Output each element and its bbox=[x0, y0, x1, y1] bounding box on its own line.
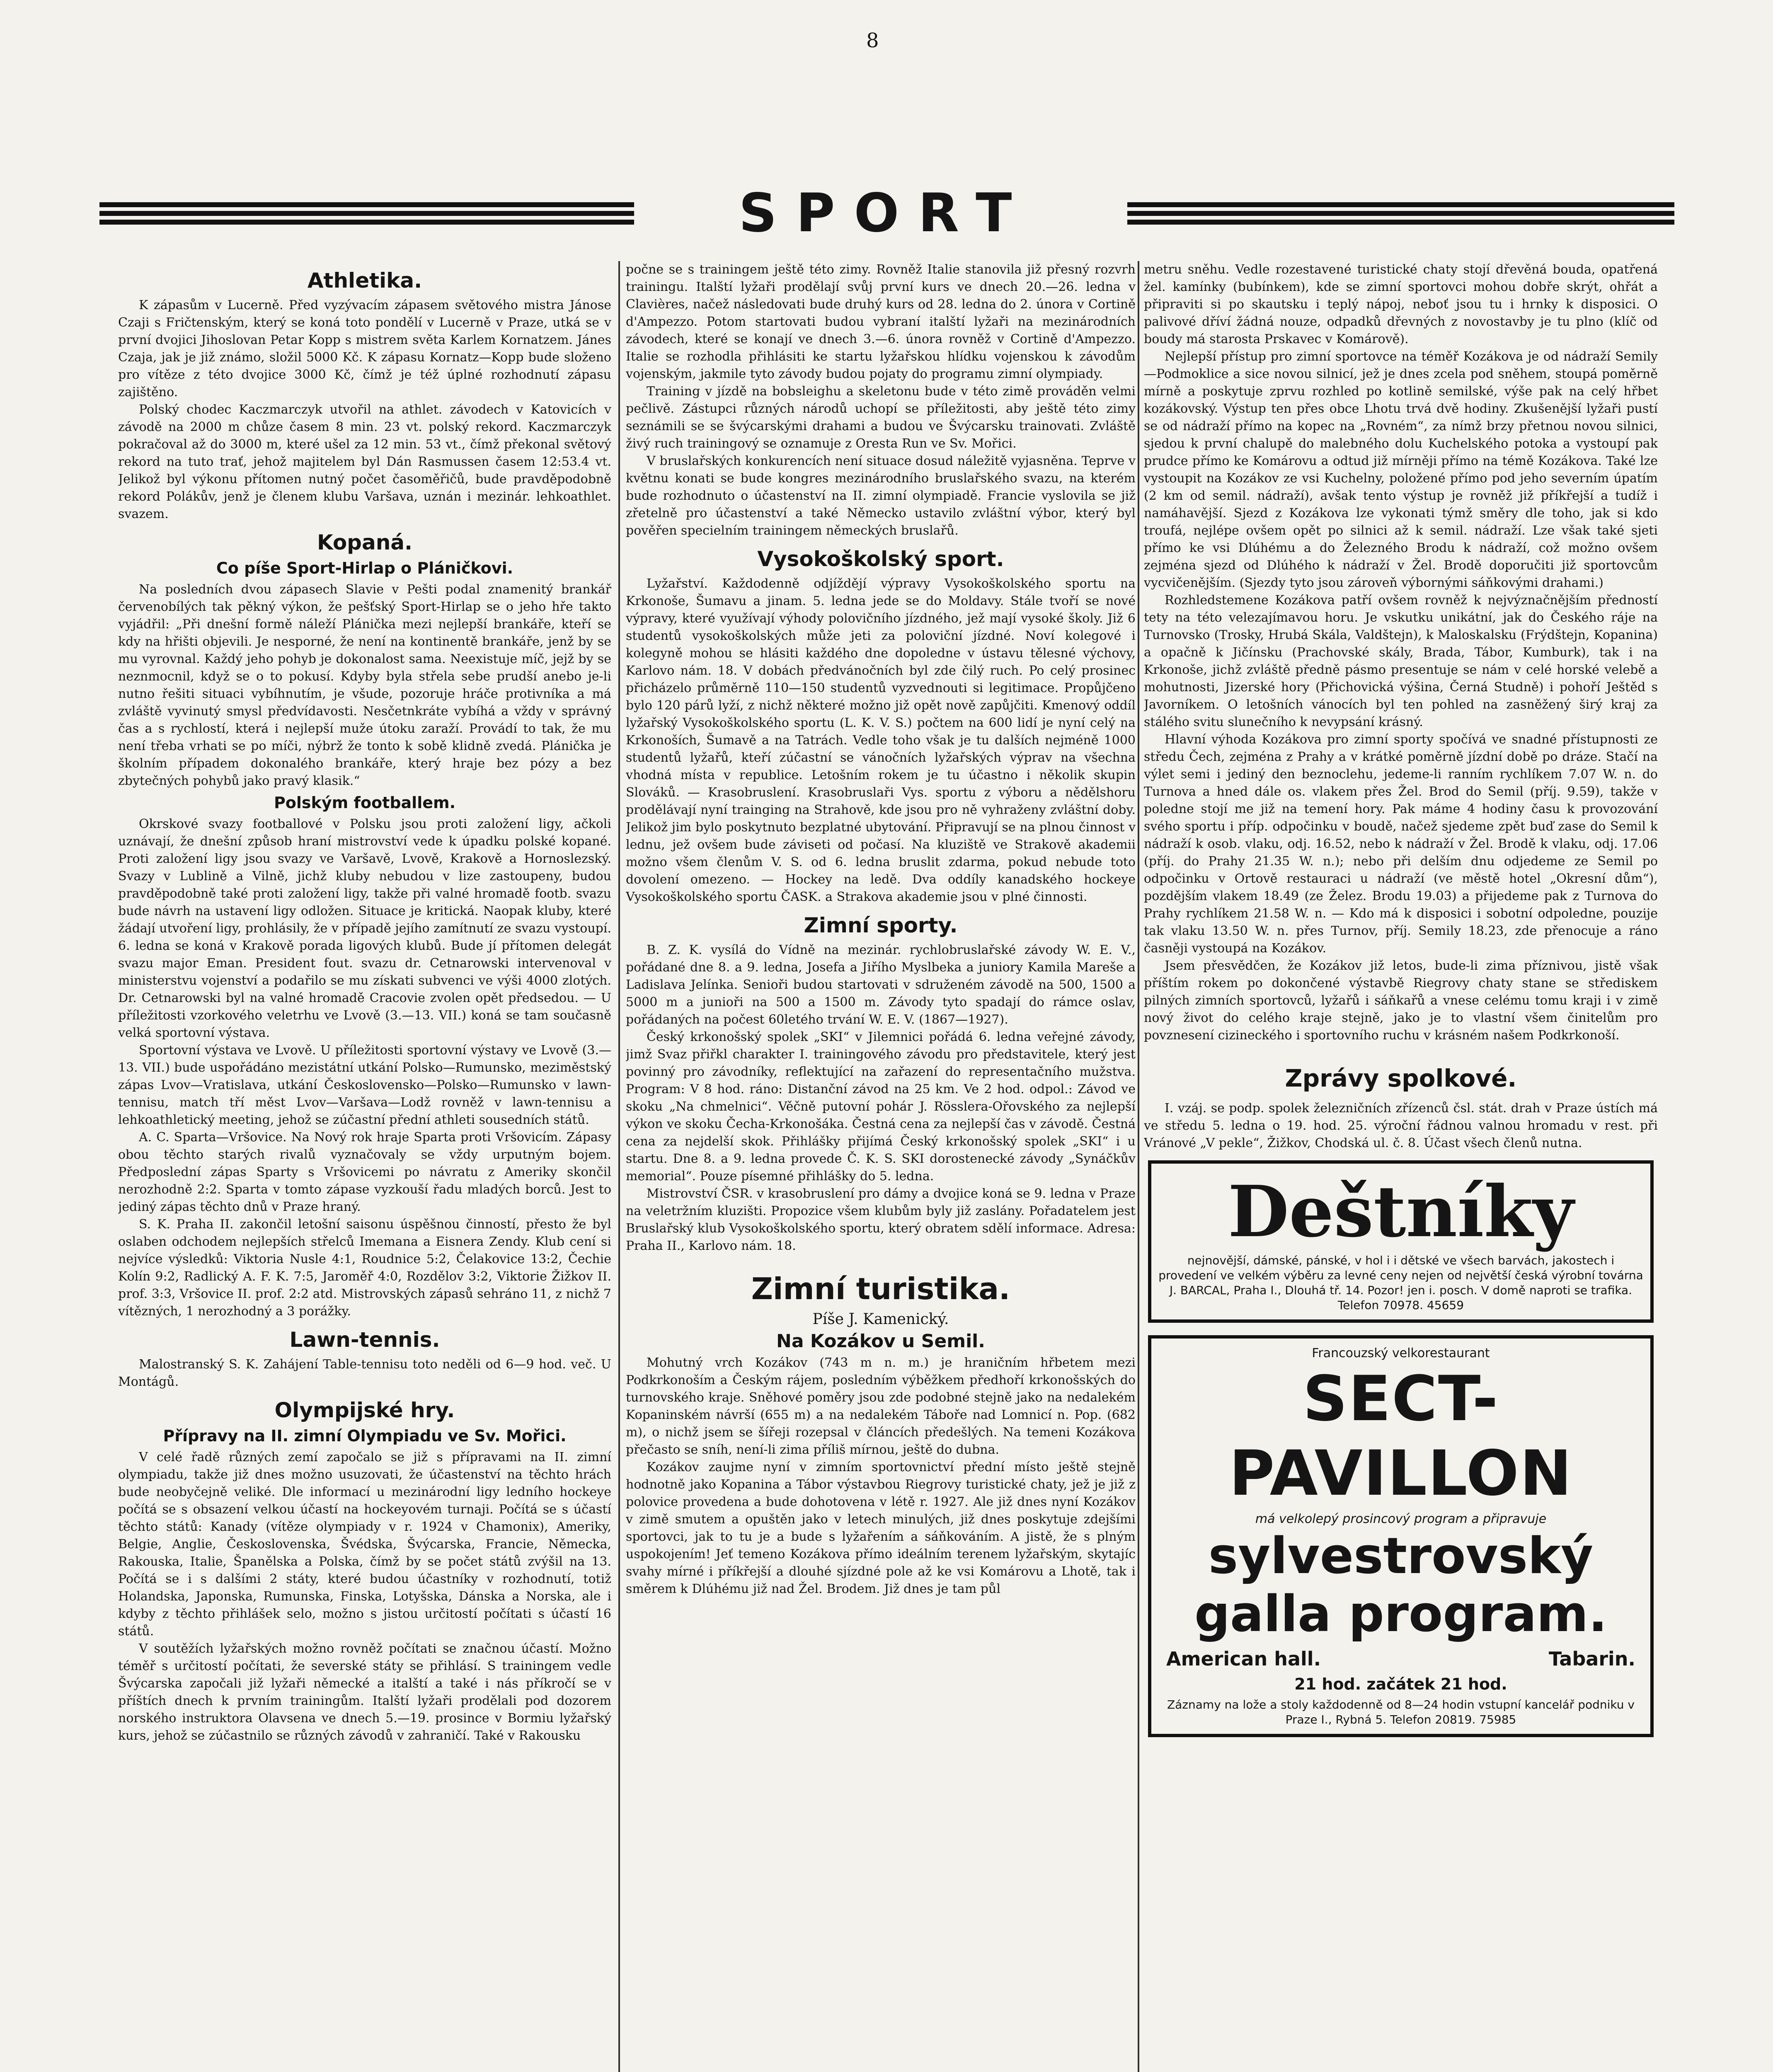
heading-winter-tourism: Zimní turistika. bbox=[751, 1271, 1010, 1306]
sect-ad-title: SECT-PAVILLON bbox=[1229, 1363, 1573, 1510]
heading-athletics: Athletika. bbox=[307, 269, 422, 293]
byline: Píše J. Kamenický. bbox=[812, 1311, 949, 1328]
sect-ad-top: Francouzský velkorestaurant bbox=[1312, 1346, 1490, 1360]
sect-pavillon-advertisement bbox=[1148, 1335, 1654, 1737]
sect-ad-note: Záznamy na lože a stoly každodenně od 8—24 hodin vstupní kancelář podniku v Praze I., Rybná 5. Telefon 20819. 75985 bbox=[1167, 1698, 1635, 1726]
column-2 bbox=[626, 261, 1136, 2072]
heading-lawn-tennis: Lawn-tennis. bbox=[289, 1328, 440, 1352]
sect-ad-right: Tabarin. bbox=[1548, 1648, 1635, 1670]
article-paragraph: K zápasům v Lucerně. Před vyzývacím zápasem světového mistra Jánose Czaji s Fričtenským, který se koná toto pondělí v Lucerně v Praze, utká se v první dvojici Jihoslovan Petar Kopp s mistrem světa Karlem Kornatzem. Jánes Czaja, jak je již známo, složil 5000 Kč. K zápasu Kornatz—Kopp bude složeno pro vítěze z této dvojice 3000 Kč, čímž je též úplné rozhodnutí zápasu zajištěno. bbox=[118, 298, 611, 399]
article-paragraph: S. K. Praha II. zakončil letošní saisonu úspěšnou činností, přesto že byl oslaben odchodem nejlepších střelců Imemana a Eisnera Zendy. Klub cení si nejvíce výsledků: Viktoria Nusle 4:1, Roudnice 5:2, Čelakovice 13:2, Čechie Kolín 9:2, Radlický A. F. K. 7:5, Jaroměř 4:0, Rozdělov 3:2, Viktorie Žižkov II. prof. 3:3, Vršovice II. prof. 2:2 atd. Mistrovských zápasů sehráno 11, z nichž 7 vítězných, 1 nerozhodný a 3 porážky. bbox=[118, 1217, 611, 1319]
column-divider bbox=[618, 261, 620, 2072]
article-paragraph: Training v jízdě na bobsleighu a skeletonu bude v této zimě prováděn velmi pečlivě. Zástupci různých národů uchopí se příležitosti, aby ještě této zimy seznámili se se švýcarskými drahami a budou ve Švýcarsku trainovati. Zvláště živý ruch trainingový se oznamuje z Oresta Run ve Sv. Mořici. bbox=[626, 384, 1136, 451]
article-paragraph: počne se s trainingem ještě této zimy. Rovněž Italie stanovila již přesný rozvrh trainingu. Italští lyžaři prodělají svůj první kurs ve dnech 20.—26. ledna v Clavières, načež následovati bude druhý kurs od 28. ledna do 2. února v Cortině d'Ampezzo. Potom startovati budou vybraní italští lyžaři na mezinárodních závodech, které se konají ve dnech 3.—6. února rovněž v Cortině d'Ampezzo. Italie se rozhodla přihlásiti ke startu lyžařskou hlídku vojenskou k závodům vojenským, jakmile tyto závody budou pojaty do programu zimní olympiady. bbox=[626, 262, 1136, 381]
umbrella-advertisement bbox=[1148, 1160, 1654, 1323]
article-paragraph: Malostranský S. K. Zahájení Table-tennisu toto neděli od 6—9 hod. več. U Montágů. bbox=[118, 1357, 611, 1389]
column-divider bbox=[1138, 261, 1139, 2072]
article-paragraph: Kozákov zaujme nyní v zimním sportovnictví přední místo ještě stejně hodnotně jako Kopanina a Tábor výstavbou Riegrovy turistické chaty, jež je již z polovice provedena a bude dohotovena v létě r. 1927. Ale již dnes nyní Kozákov v zimě smutem a opuštěn jako v letech minulých, již dnes poskytuje zdejšími sportovci, jak to tu je a bude s lyžařením a sáňkováním. A jistě, že s plným uspokojením! Jeť temeno Kozákova přímo ideálním terenem lyžařským, skytajíc svahy mírné i příkřejší a dlouhé sjízdné pole až ke vsi Komárovu a Lhotě, tak i směrem k Dlúhému již nad Žel. Brodem. Již dnes je tam půl bbox=[626, 1460, 1136, 1596]
article-paragraph: I. vzáj. se podp. spolek železničních zřízenců čsl. stát. drah v Praze ústích má ve středu 5. ledna o 19. hod. 25. výroční řádnou valnou hromadu v rest. při Vránové „V pekle“, Žižkov, Chodská ul. č. 8. Účast všech členů nutna. bbox=[1144, 1101, 1658, 1150]
article-paragraph: V bruslařských konkurencích není situace dosud náležitě vyjasněna. Teprve v květnu konati se bude kongres mezinárodního bruslařského svazu, na kterém bude rozhodnuto o účastenství na II. zimní olympiadě. Francie vyslovila se již zřetelně pro účastenství a také Německo ustavilo zvláštní výbor, který byl pověřen specielním trainingem německých bruslařů. bbox=[626, 454, 1136, 538]
article-paragraph: Nejlepší přístup pro zimní sportovce na téměř Kozákova je od nádraží Semily—Podmoklice a sice novou silnicí, jež je dnes zcela pod sněhem, stoupá poměrně mírně a poskytuje zprvu rozhled po kotlině semilské, výše pak na celý hřbet kozákovský. Výstup ten přes obce Lhotu trvá dvě hodiny. Zkušenější lyžaři pustí se od nádraží přímo na kopec na „Rovném“, za nímž brzy přetnou novou silnici, sjedou k první chalupě do malebného dolu Kuchelského potoka a vystoupí pak prudce přímo ke Komárovu a odtud již mírněji přímo na témě Kozákova. Také lze vystoupit na Kozákov ze vsi Kuchelny, položené přímo pod jeho severním úpatím (2 km od semil. nádraží), avšak tento výstup je rovněž již příkřejší a tudíž i namáhavější. Sjezd z Kozákova lze vykonati týmž směry dle toho, jak si kdo troufá, nejlépe ovšem opět po silnici až k semil. nádraží. Lze však také sjeti přímo ke vsi Dlúhému a do Železného Brodu k nádraží, což možno ovšem zejména sjezd od Dlúhého k nádraží v Žel. Brodě doporučiti již sportovcům vycvičenějším. (Sjezdy tyto jsou zároveň výbornými sáňkovými drahami.) bbox=[1144, 349, 1658, 590]
sect-ad-halls bbox=[1158, 1648, 1644, 1670]
article-paragraph: V celé řadě různých zemí započalo se již s přípravami na II. zimní olympiadu, takže již dnes možno usuzovati, že účastenství na těchto hrách bude neobyčejně veliké. Dle informací u mezinárodní ligy ledního hockeye počítá se s obsazení velkou účastí na hockeyovém turnaji. Počítá se s účastí těchto států: Kanady (vítěze olympiady v r. 1924 v Chamonix), Ameriky, Belgie, Anglie, Československa, Švédska, Švýcarska, Francie, Německa, Rakouska, Italie, Španělska a Polska, čímž by se počet států zvýšil na 13. Počítá se i s dalšími 2 státy, které budou účastníky v rozhodnutí, totiž Holandska, Japonska, Rumunska, Finska, Lotyšska, Dánska a Norska, ale i kdyby z těchto přihlášek selo, možno s jistou určitostí počítati s účastí 16 států. bbox=[118, 1450, 611, 1639]
sect-ad-left: American hall. bbox=[1166, 1648, 1321, 1670]
subheading-planicka: Co píše Sport-Hirlap o Pláničkovi. bbox=[216, 559, 513, 577]
article-paragraph: Hlavní výhoda Kozákova pro zimní sporty spočívá ve snadné přístupnosti ze středu Čech, zejména z Prahy a v krátké poměrně jízdní době po dráze. Stačí na výlet semi i jediný den beznoclehu, jedeme-li ranním rychlíkem 7.07 W. n. do Turnova a hned dále os. vlakem přes Žel. Brod do Semil (příj. 9.59), takže v poledne stojí me již na temení hory. Pak máme 4 hodiny času k provozování svého sportu i příp. odpočinku v boudě, načež sjedeme zpět buď zase do Semil k nádraží k osob. vlaku, odj. 16.52, nebo k nádraží v Žel. Brodě k vlaku, odj. 17.06 (příj. do Prahy 21.35 W. n.); nebo při delším dnu odjedeme ze Semil po odpočinku v Ortově restauraci u nádraží (ve městě hotel „Okresní dům“), pozdějším vlakem 18.49 (ze Želez. Brodu 19.03) a přijedeme pak z Turnova do Prahy rychlíkem 21.58 W. n. — Kdo má k disposici i sobotní odpoledne, pouzije tak vlaku 13.50 W. n. přes Turnov, příj. Semily 18.23, zde přenocuje a ráno časněji vystoupá na Kozákov. bbox=[1144, 732, 1658, 956]
article-paragraph: A. C. Sparta—Vršovice. Na Nový rok hraje Sparta proti Vršovicím. Zápasy obou těchto starých rivalů vyznačovaly se vždy urputným bojem. Předposlední zápas Sparty s Vršovicemi po návratu z Ameriky skončil nerozhodně 2:2. Sparta v tomto zápase vyzkouší řadu mladých borců. Jest to jediný zápas těchto dnů v Praze hraný. bbox=[118, 1130, 611, 1214]
umbrella-ad-text: nejnovější, dámské, pánské, v hol i i dětské ve všech barvách, jakostech i provedení ve velkém výběru za levné ceny nejen od největší česká výrobní továrna J. BARCAL, Praha I., Dlouhá tř. 14. Pozor! jen i. posch. V domě naproti se trafika. Telefon 70978. 45659 bbox=[1158, 1254, 1643, 1312]
sect-ad-time: 21 hod. začátek 21 hod. bbox=[1294, 1675, 1507, 1693]
column-1 bbox=[118, 261, 611, 2072]
sect-ad-title2b: galla program. bbox=[1194, 1585, 1608, 1643]
section-header bbox=[99, 178, 1674, 249]
article-paragraph: Sportovní výstava ve Lvově. U příležitosti sportovní výstavy ve Lvově (3.—13. VII.) bude uspořádáno mezistátní utkání Polsko—Rumunsko, meziměstský zápas Lvov—Vratislava, utkání Československo—Polsko—Rumunsko v lawn-tennisu, match tří měst Lvov—Varšava—Lodž rovněž v lawn-tennisu a lehkoathletický meeting, jehož se zúčastní přední athleti sousedních států. bbox=[118, 1043, 611, 1127]
article-paragraph: Český krkonošský spolek „SKI“ v Jilemnici pořádá 6. ledna veřejné závody, jimž Svaz přiřkl charakter I. trainingového závodu pro představitele, který jest povinný pro závodníky, reflektující na zařazení do representačního mužstva. Program: V 8 hod. ráno: Distanční závod na 25 km. Ve 2 hod. odpol.: Závod ve skoku „Na chmelnici“. Věčně putovní pohár J. Rösslera-Ořovského za nejlepší výkon ve skoku Čecha-Krkonošáka. Čestná cena za nejlepší čas v závodě. Čestná cena za nejdelší skok. Přihlášky přijímá Český krkonošský spolek „SKI“ i u startu. Dne 8. a 9. ledna provede Č. K. S. SKI dorostenecké závody „Synáčkův memorial“. Pouze písemné přihlášky do 5. ledna. bbox=[626, 1030, 1136, 1184]
article-paragraph: Jsem přesvědčen, že Kozákov již letos, bude-li zima příznivou, jistě však příštím rokem po dokončené výstavbě Riegrovy chaty stane se střediskem pilných zimních sportovců, lyžařů i sáňkařů a vnese celému tomu kraji i v zimě nový život do celého kraje stejně, jako je to vlastní všem činitelům pro povznesení cizineckého i sportovního ruchu v krásném našem Podkrkonoší. bbox=[1144, 959, 1658, 1043]
page-marker: 8 bbox=[866, 29, 879, 52]
article-paragraph: Polský chodec Kaczmarczyk utvořil na athlet. závodech v Katovicích v závodě na 2000 m chůze časem 8 min. 23 vt. polský rekord. Kaczmarczyk pokračoval až do 3000 m, které ušel za 12 min. 53 vt., čímž překonal světový rekord na tuto trať, jehož majitelem byl Dán Rasmussen časem 12:53.4 vt. Jelikož byl výkonu přítomen nutný počet časoměřičů, bude pravděpodobně rekord Polákův, jenž je členem klubu Varšava, uznán i mezinár. lehkoathlet. svazem. bbox=[118, 402, 611, 521]
sect-ad-sub: má velkolepý prosincový program a připravuje bbox=[1255, 1512, 1547, 1526]
article-paragraph: Rozhledstemene Kozákova patří ovšem rovněž k nejvýznačnějším předností tety na této velezajímavou horu. Je vskutku unikátní, jak do Českého ráje na Turnovsko (Trosky, Hrubá Skála, Valdštejn), k Maloskalsku (Frýdštejn, Kopanina) a opačně k Jičínsku (Prachovské skály, Brada, Tábor, Kumburk), tak i na Krkonoše, jichž zvláště předně pásmo presentuje se nám v celé horské velebě a mohutnosti, Jizerské hory (Přichovická výšina, Černá Studně) i pohoří Ještěd s Javorníkem. O letošních vánocích byl ten pohled na zasněžený širý kraj za stálého svitu slunečního k nevypsání krásný. bbox=[1144, 593, 1658, 729]
section-title: SPORT bbox=[739, 182, 1031, 244]
sect-ad-title2a: sylvestrovský bbox=[1208, 1527, 1594, 1585]
article-paragraph: Okrskové svazy footballové v Polsku jsou proti založení ligy, ačkoli uznávají, že dnešní způsob hraní mistrovství vede k úpadku polské kopané. Proti založení ligy jsou svazy ve Varšavě, Lvově, Krakově a Hornoslezský. Svazy v Lublině a Vilně, jichž kluby nebudou v lize zastoupeny, budou pravděpodobně také proti založení ligy, takže při valné hromadě footb. svazu bude návrh na ustavení ligy odložen. Situace je kritická. Naopak kluby, které žádají utvoření ligy, prohlásily, že v případě jejího zamítnutí ze svazu vystoupí. 6. ledna se koná v Krakově porada ligových klubů. Bude jí přítomen delegát svazu major Eman. President fout. svazu dr. Cetnarowski intervenoval v ministerstvu vojenství a podařilo se mu získati subvenci ve výši 4000 zlotých. Dr. Cetnarowski byl na valné hromadě Cracovie zvolen opět předsedou. — U příležitosti vzorkového veletrhu ve Lvově (3.—13. VII.) koná se tam současně velká sportovní výstava. bbox=[118, 817, 611, 1040]
article-paragraph: B. Z. K. vysílá do Vídně na mezinár. rychlobruslařské závody W. E. V., pořádané dne 8. a 9. ledna, Josefa a Jiřího Myslbeka a juniory Kamila Mareše a Ladislava Jelínka. Senioři budou startovati v sdruženém závodě na 500, 1500 a 5000 m a junioři na 500 a 1500 m. Závody tyto spadají do rámce oslav, pořádaných na počest 60letého trvání W. E. V. (1867—1927). bbox=[626, 943, 1136, 1027]
subheading-kozakov: Na Kozákov u Semil. bbox=[776, 1331, 985, 1352]
header-rule-right bbox=[1127, 202, 1674, 225]
article-paragraph: metru sněhu. Vedle rozestavené turistické chaty stojí dřevěná bouda, opatřená žel. kamínky (bubínkem), kde se zimní sportovci mohou dobře skrýt, ohřát a připraviti si po skautsku i teplý nápoj, neboť jsou tu i hrnky k disposici. O palivové dříví žádná nouze, odpadků dřevných z novostavby je tu plno (klíč od boudy má starosta Prskavec v Komárově). bbox=[1144, 262, 1658, 346]
article-paragraph: Na posledních dvou zápasech Slavie v Pešti podal znamenitý brankář červenobílých tak pěkný výkon, že pešťský Sport-Hirlap se o jeho hře takto vyjádřil: „Při dnešní formě náleží Pláničkа mezi nejlepší brankáře, kteří se kdy na hřišti objevili. Je nesporné, že není na kontinentě brankáře, jenž by se mu vyrovnal. Každý jeho pohyb je dokonalost sama. Neexistuje míč, jejž by se neznmocnil, když se o to pokusí. Kdyby byla střela sebe prudší anebo je-li nutno řešiti situaci vybíhnutím, je všude, pozoruje hráče protivníka a má zvláště vyvinutý smysl předvídavosti. Nesčetnkráte vybíhá a vždy v správný čas a s rychlostí, která i nejlepší muže útoku zaraží. Provádí to tak, že mu není třeba vrhati se po míči, nýbrž že tonto k sobě klidně zvedá. Plánička je školním případem dokonalého brankáře, který hraje bez pózy a bez zbytečných pohybů jako pravý klasik.“ bbox=[118, 582, 611, 788]
article-paragraph: V soutěžích lyžařských možno rovněž počítati se značnou účastí. Možno téměř s určitostí počítati, že severské státy se přihlásí. S trainingem vedle Švýcarska započali již lyžaři německé a italští a také i nás příkročí se v příštích dnech k prvním trainingům. Italští lyžaři prodělali pod dozorem norského instruktora Olavsena ve dnech 5.—19. prosince v Bormiu lyžařský kurs, jehož se zúčastnilo se různých závodů v zahraničí. Také v Rakousku bbox=[118, 1641, 611, 1743]
article-paragraph: Mohutný vrch Kozákov (743 m n. m.) je hraničním hřbetem mezi Podkrkonoším a Českým rájem, posledním výběžkem předhoří krkonošských do turnovského kraje. Sněhové poměry jsou zde podobné stejně jako na nedalekém Kopaninském návrší (655 m) a na nedalekém Táboře nad Lomnicí n. Pop. (682 m), o nichž jsem se šířeji rozepsal v článcích předešlých. Na temeni Kozákova přečasto se sníh, není-li zima příliš mírnou, ještě do dubna. bbox=[626, 1356, 1136, 1457]
header-rule-left bbox=[99, 202, 634, 225]
heading-club-news: Zprávy spolkové. bbox=[1285, 1064, 1517, 1092]
umbrella-ad-title: Deštníky bbox=[1228, 1170, 1574, 1253]
subheading-olympics: Přípravy na II. zimní Olympiadu ve Sv. Mořici. bbox=[163, 1427, 567, 1445]
subheading-polish-football: Polským footballem. bbox=[274, 794, 456, 812]
heading-football: Kopaná. bbox=[317, 530, 413, 554]
heading-winter-sports: Zimní sporty. bbox=[804, 913, 958, 937]
heading-university-sport: Vysokoškolský sport. bbox=[757, 547, 1004, 571]
article-paragraph: Lyžařství. Každodenně odjíždějí výpravy Vysokoškolského sportu na Krkonoše, Šumavu a jinam. 5. ledna jede se do Moldavy. Stále tvoří se nové výpravy, které využívají výhody polovičního jízdného, jež mají vysoké školy. Již 6 studentů vysokoškolských může jeti za poloviční jízdné. Noví kolegové i kolegyně mohou se hlásiti každého dne dopoledne v ústavu tělesné výchovy, Karlovo nám. 18. V dobách předvánočních byl zde čilý ruch. Po celý prosinec přicházelo průměrně 110—150 studentů vyzvednouti si legitimace. Propůjčeno bylo 120 párů lyží, z nichž některé možno již opět nově zapůjčiti. Kmenový oddíl lyžařský Vysokoškolského sportu (L. K. V. S.) počtem na 600 lidí je nyní celý na Krkonoších, Šumavě a na Tatrách. Vedle toho však je tu dalších nejméně 1000 studentů lyžařů, kteří zúčastní se vánočních lyžařských výprav na všechna vhodná místa v republice. Letošním rokem je tu účastno i několik skupin Slováků. — Krasobruslení. Krasobruslaři Vys. sportu z výboru a nědělshoru prodělávají nyní trainging na Strahově, kde jsou pro ně vyhraženy zvláštní doby. Jelikož jim bylo poskytnuto bezplatné ubytování. Připravují se na plnou činnost v lednu, jež ovšem bude záviseti od počasí. Na kluziště ve Strakově akademii možno všem členům V. S. od 6. ledna bruslit zdarma, pokud nebude toto dovolení omezeno. — Hockey na ledě. Dva oddíly kanadského hockeye Vysokoškolského sportu ČASK. a Strakova akademie jsou v plné činnosti. bbox=[626, 576, 1136, 904]
column-3 bbox=[1144, 261, 1658, 2072]
article-paragraph: Mistrovství ČSR. v krasobruslení pro dámy a dvojice koná se 9. ledna v Praze na veletržním kluzišti. Propozice všem klubům byly již zaslány. Pořadatelem jest Bruslařský klub Vysokoškolského sportu, který obratem sdělí informace. Adresa: Praha II., Karlovo nám. 18. bbox=[626, 1186, 1136, 1253]
heading-olympics: Olympijské hry. bbox=[274, 1398, 455, 1422]
